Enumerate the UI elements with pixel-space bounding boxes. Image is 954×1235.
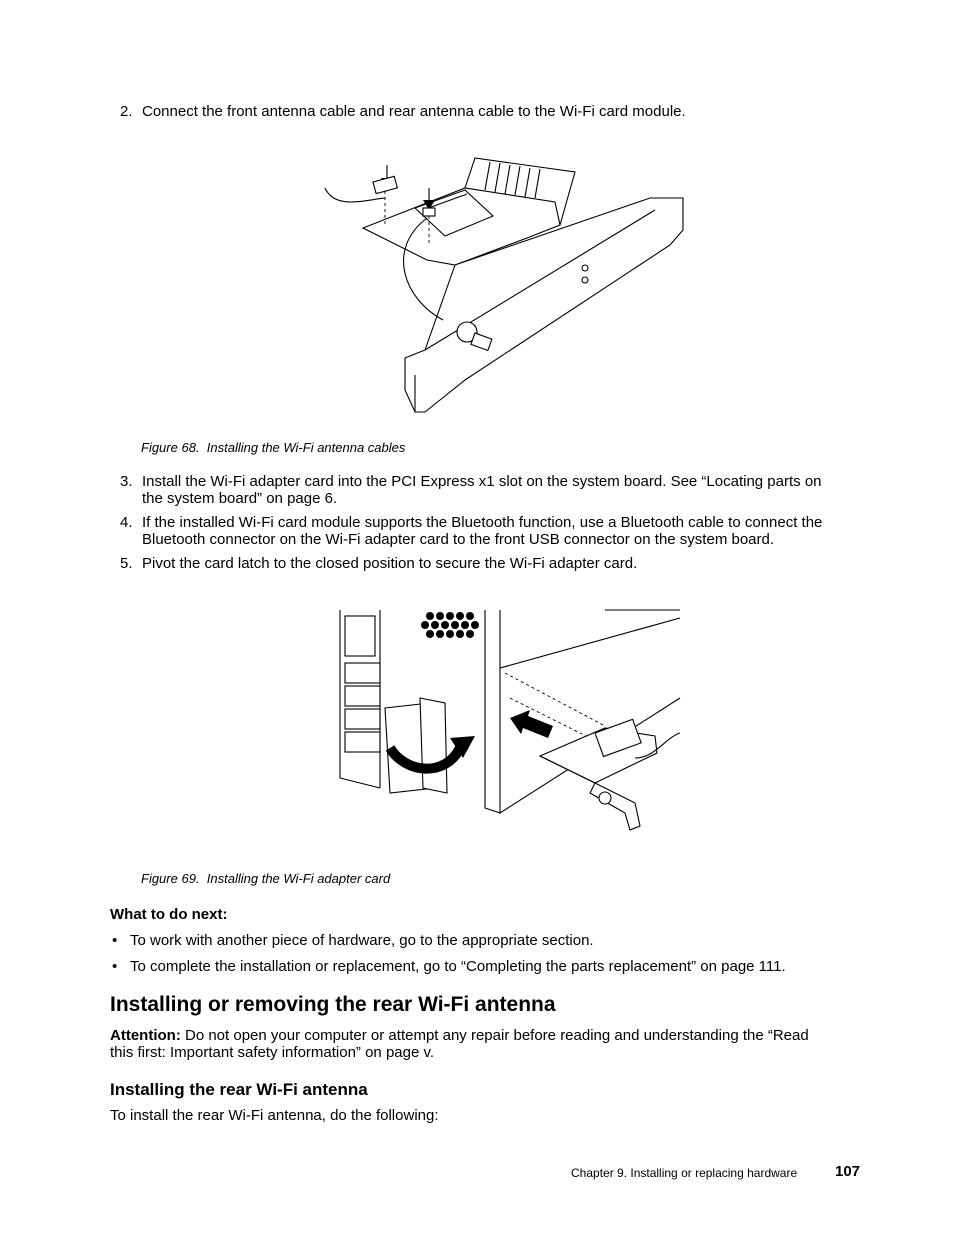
page-number: 107	[835, 1163, 861, 1180]
figure-caption-text: Installing the Wi-Fi adapter card	[206, 871, 391, 886]
attention-text-line: this first: Important safety information” on page v.	[110, 1044, 435, 1061]
step-text-line: If the installed Wi-Fi card module supports the Bluetooth function, use a Bluetooth cable to connect the	[142, 514, 823, 531]
step-number: 3.	[120, 473, 133, 490]
bullet-text: To complete the installation or replacement, go to “Completing the parts replacement” on page 111.	[130, 958, 786, 975]
bullet-dot: •	[112, 932, 118, 949]
attention-paragraph	[110, 1027, 870, 1061]
step-number: 2.	[120, 103, 133, 120]
wifi-adapter-card-illustration	[335, 608, 685, 833]
step-text-line: Install the Wi-Fi adapter card into the PCI Express x1 slot on the system board. See “Locating parts on	[142, 473, 822, 490]
attention-label: Attention:	[110, 1027, 181, 1044]
step-5	[120, 555, 880, 573]
figure-label: Figure 68.	[141, 440, 200, 455]
figure-68-caption	[141, 440, 405, 455]
next-heading: What to do next:	[110, 906, 228, 923]
attention-text-line: Do not open your computer or attempt any repair before reading and understanding the “Read	[184, 1027, 809, 1044]
subsection-title: Installing the rear Wi-Fi antenna	[110, 1080, 368, 1099]
figure-caption-text: Installing the Wi-Fi antenna cables	[206, 440, 406, 455]
bullet-dot: •	[112, 958, 118, 975]
step-number: 5.	[120, 555, 133, 572]
step-2	[120, 103, 880, 121]
step-3	[120, 473, 880, 509]
step-text: Pivot the card latch to the closed position to secure the Wi-Fi adapter card.	[142, 555, 638, 572]
step-4	[120, 514, 880, 550]
figure-69-caption	[141, 871, 390, 886]
step-text: Connect the front antenna cable and rear antenna cable to the Wi-Fi card module.	[142, 103, 686, 120]
section-title: Installing or removing the rear Wi-Fi antenna	[110, 993, 556, 1016]
step-text-line: Bluetooth connector on the Wi-Fi adapter card to the front USB connector on the system board.	[142, 531, 775, 548]
bullet-item	[112, 958, 872, 976]
figure-label: Figure 69.	[141, 871, 200, 886]
step-text-line: the system board” on page 6.	[142, 490, 338, 507]
wifi-antenna-cables-illustration	[315, 150, 695, 420]
intro-text: To install the rear Wi-Fi antenna, do the following:	[110, 1107, 439, 1124]
step-number: 4.	[120, 514, 133, 531]
footer-chapter: Chapter 9. Installing or replacing hardware	[571, 1166, 798, 1180]
bullet-item	[112, 932, 872, 950]
bullet-text: To work with another piece of hardware, go to the appropriate section.	[130, 932, 594, 949]
